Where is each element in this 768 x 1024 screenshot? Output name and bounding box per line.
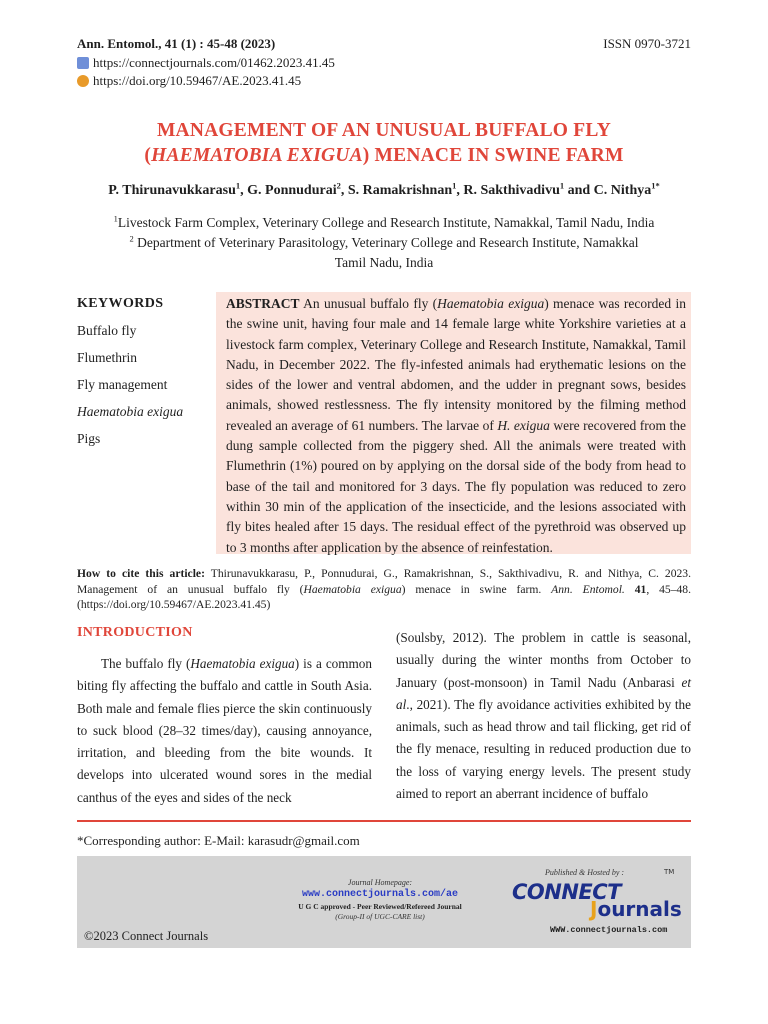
affiliation-2: $^2$ Department of Veterinary Parasitology, Veterinary College and Research Institute, Namakkal <box>129 233 639 250</box>
publisher-label: Published & Hosted by : <box>545 868 625 877</box>
journal-homepage-label: Journal Homepage: <box>347 878 413 887</box>
keyword-item: Fly management <box>77 377 168 392</box>
journal-link-text[interactable]: https://connectjournals.com/01462.2023.41.45 <box>93 55 335 70</box>
journal-link[interactable] <box>77 55 335 71</box>
globe-icon <box>77 57 89 69</box>
keywords-heading: KEYWORDS <box>77 296 164 311</box>
keyword-item: Pigs <box>77 431 101 446</box>
article-title <box>60 118 708 168</box>
keyword-item: Buffalo fly <box>77 323 137 338</box>
title-line-2: (HAEMATOBIA EXIGUA) MENACE IN SWINE FARM <box>144 145 624 166</box>
issn: ISSN 0970-3721 <box>603 36 691 51</box>
trademark: TM <box>664 868 675 876</box>
intro-right-column: (Soulsby, 2012). The problem in cattle is seasonal, usually during the winter months from October to January (post-monsoon) in Tamil Nadu (Anbarasi et al., 2021). The fly avoidance activities exhibited by the animals, such as head throw and tail flicking, get rid of the fly menace, resulting in reduced production due to the loss of varying energy levels. The present study aimed to report an aberrant incidence of buffalo <box>396 630 691 802</box>
keyword-item: Haematobia exigua <box>77 404 184 419</box>
doi-link-text[interactable]: https://doi.org/10.59467/AE.2023.41.45 <box>93 73 302 88</box>
intro-left-column: The buffalo fly (Haematobia exigua) is a common biting fly affecting the buffalo and cattle in South Asia. Both male and female flies pierce the skin continuously to suck blood (28–32 times/day), causing annoyance, irritation, and bleeding from the bite wounds. It develops into ulcerated wound sores in the medial canthus of the eyes and sides of the neck <box>77 656 372 805</box>
affiliation-2-cont: Tamil Nadu, India <box>334 255 434 270</box>
connect-logo-text: CONNECT <box>512 880 621 904</box>
introduction-heading: INTRODUCTION <box>77 625 193 640</box>
doi-icon <box>77 75 89 87</box>
ugc-group: (Group-II of UGC-CARE list) <box>335 912 425 921</box>
journal-homepage-link[interactable]: www.connectjournals.com/ae <box>301 889 459 900</box>
journal-citation: Ann. Entomol., 41 (1) : 45-48 (2023) <box>77 36 276 51</box>
copyright: ©2023 Connect Journals <box>84 929 209 943</box>
affiliation-1: $^1$Livestock Farm Complex, Veterinary College and Research Institute, Namakkal, Tamil Nadu, India <box>113 213 655 230</box>
doi-link[interactable] <box>77 73 301 89</box>
journals-logo-text: Journals <box>590 897 682 921</box>
abstract-text: ABSTRACT An unusual buffalo fly (Haematobia exigua) menace was recorded in the swine unit, having four male and 14 female large white Yorkshire varieties at a livestock farm complex, Veterinary College and Research Institute, Namakkal, Tamil Nadu, in December 2022. The fly-infested animals had erythematic lesions on the sides of the lower and ventral abdomen, and the udder in pregnant sows, besides animals, showed restlessness. The fly intensity monitored by the filming method revealed an average of 61 numbers. The larvae of H. exigua were recovered from the dung sample collected from the piggery shed. All the animals were treated with Flumethrin (1%) poured on by applying on the dorsal side of the body from head to base of the tail and monitored for 3 days. The fly population was reduced to zero within 30 min of the application of the insecticide, and the lesions associated with fly bites healed after 15 days. The residual effect of the pyrethroid was observed up to 3 months after application by the absence of reinfestation. <box>226 296 686 555</box>
corresponding-author: *Corresponding author: E-Mail: karasudr@gmail.com <box>77 833 360 848</box>
authors: P. Thirunavukkarasu$^1$, G. Ponnudurai$^2$, S. Ramakrishnan$^1$, R. Sakthivadivu$^1$ and C. Nithya$^{1*}$ <box>108 180 660 198</box>
ugc-approval: U G C approved - Peer Reviewed/Refereed Journal <box>298 902 462 911</box>
keyword-item: Flumethrin <box>77 350 137 365</box>
how-to-cite: How to cite this article: Thirunavukkarasu, P., Ponnudurai, G., Ramakrishnan, S., Sakthivadivu, R. and Nithya, C. 2023. Management of an unusual buffalo fly (Haematobia exigua) menace in swine farm. Ann. Entomol. 41, 45–48. (https://doi.org/10.59467/AE.2023.41.45) <box>77 567 691 611</box>
footer-divider <box>77 820 691 822</box>
publisher-url[interactable]: WWW.connectjournals.com <box>550 925 668 935</box>
title-line-1: MANAGEMENT OF AN UNUSUAL BUFFALO FLY <box>156 120 612 141</box>
